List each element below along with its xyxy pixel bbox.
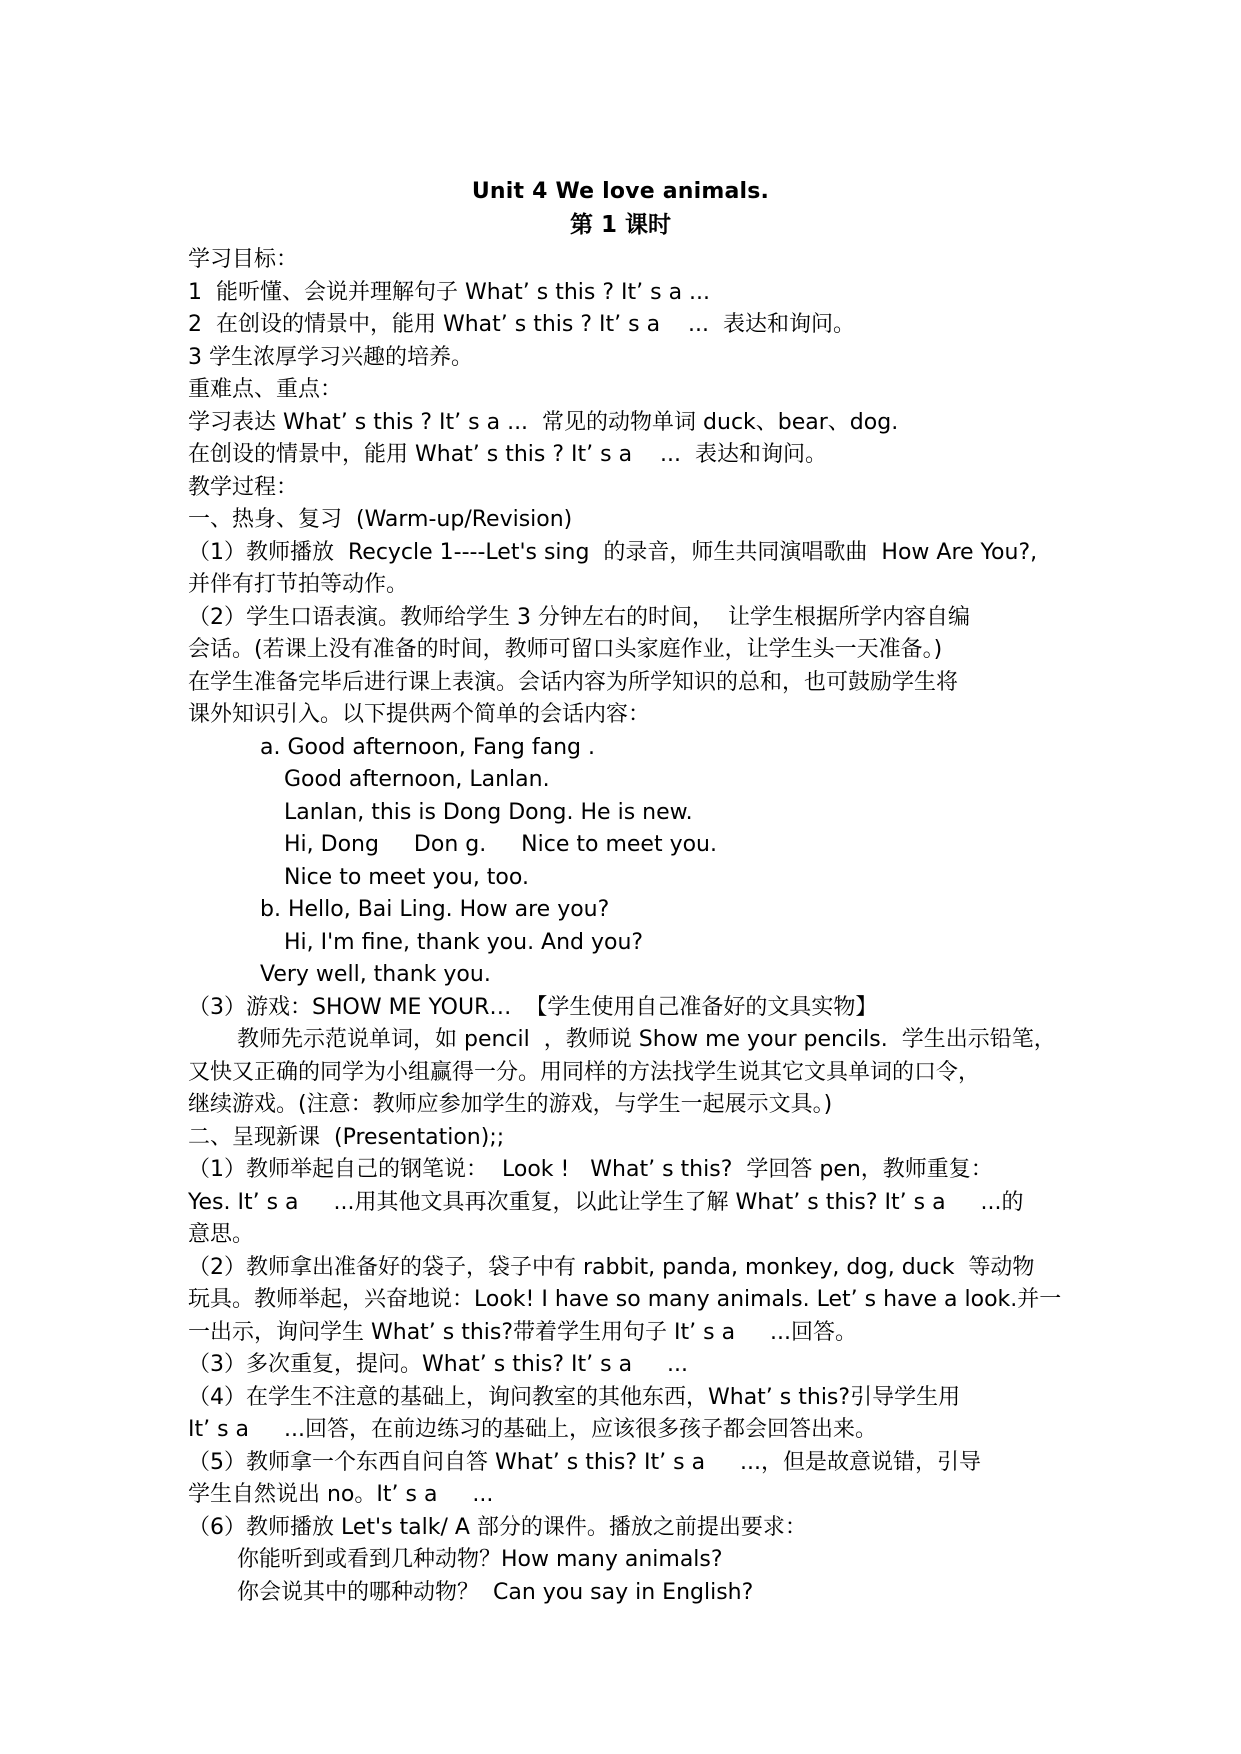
- dialogue-line: Nice to meet you, too.: [284, 864, 529, 890]
- objective-line: 3 学生浓厚学习兴趣的培养。: [188, 344, 473, 370]
- paragraph-line: 又快又正确的同学为小组赢得一分。用同样的方法找学生说其它文具单词的口令，: [188, 1059, 981, 1085]
- paragraph-line: 学生自然说出 no。It’ s a ...: [188, 1482, 494, 1507]
- dialogue-line: Lanlan, this is Dong Dong. He is new.: [284, 799, 693, 825]
- key-point-line: 学习表达 What’ s this ? It’ s a ... 常见的动物单词 duck、bear、dog.: [188, 409, 899, 435]
- paragraph-line: （2）教师拿出准备好的袋子，袋子中有 rabbit, panda, monkey, dog, duck 等动物: [188, 1254, 1035, 1280]
- paragraph-line: 玩具。教师举起，兴奋地说：Look! I have so many animals. Let’ s have a look.并一: [188, 1287, 1062, 1312]
- section-heading: 二、呈现新课 (Presentation);;: [188, 1124, 505, 1150]
- paragraph-line: （6）教师播放 Let's talk/ A 部分的课件。播放之前提出要求：: [188, 1514, 807, 1540]
- paragraph-line: 会话。(若课上没有准备的时间，教师可留口头家庭作业，让学生头一天准备。): [188, 637, 943, 662]
- paragraph-line: 继续游戏。(注意：教师应参加学生的游戏，与学生一起展示文具。): [188, 1092, 833, 1117]
- paragraph-line: （1）教师播放 Recycle 1----Let's sing 的录音，师生共同演唱歌曲 How Are You?,: [188, 539, 1038, 565]
- objective-line: 2 在创设的情景中，能用 What’ s this ? It’ s a ... 表达和询问。: [188, 312, 856, 337]
- document-body: [188, 244, 1063, 1609]
- paragraph-line: Yes. It’ s a ...用其他文具再次重复，以此让学生了解 What’ s this? It’ s a ...的: [188, 1189, 1024, 1215]
- paragraph-line: 一出示，询问学生 What’ s this?带着学生用句子 It’ s a ...回答。: [188, 1319, 858, 1345]
- section-heading: 重难点、重点：: [188, 377, 343, 402]
- paragraph-line: 在学生准备完毕后进行课上表演。会话内容为所学知识的总和，也可鼓励学生将: [188, 669, 959, 695]
- lesson-number: 第 1 课时: [569, 212, 672, 238]
- section-heading: 教学过程：: [188, 474, 299, 500]
- paragraph-line: 你会说其中的哪种动物？ Can you say in English?: [237, 1579, 754, 1605]
- objective-line: 1 能听懂、会说并理解句子 What’ s this ? It’ s a ...: [188, 279, 711, 305]
- dialogue-line: Very well, thank you.: [260, 962, 491, 987]
- document-title: Unit 4 We love animals.: [471, 179, 770, 204]
- dialogue-line: a. Good afternoon, Fang fang .: [260, 734, 595, 760]
- dialogue-line: b. Hello, Bai Ling. How are you?: [260, 897, 610, 922]
- dialogue-line: Hi, I'm fine, thank you. And you?: [284, 929, 644, 955]
- dialogue-line: Good afternoon, Lanlan.: [284, 767, 550, 792]
- paragraph-line: （2）学生口语表演。教师给学生 3 分钟左右的时间， 让学生根据所学内容自编: [188, 604, 970, 630]
- key-point-line: 在创设的情景中，能用 What’ s this ? It’ s a ... 表达和询问。: [188, 442, 828, 467]
- paragraph-line: 课外知识引入。以下提供两个简单的会话内容：: [188, 702, 651, 727]
- paragraph-line: 教师先示范说单词，如 pencil ，教师说 Show me your pencils. 学生出示铅笔，: [237, 1027, 1056, 1052]
- paragraph-line: 并伴有打节拍等动作。: [188, 572, 409, 597]
- paragraph-line: （1）教师举起自己的钢笔说： Look ! What’ s this? 学回答 pen，教师重复：: [188, 1157, 993, 1182]
- paragraph-line: 你能听到或看到几种动物？How many animals?: [237, 1547, 723, 1572]
- paragraph-line: （3）多次重复，提问。What’ s this? It’ s a ...: [188, 1352, 689, 1377]
- dialogue-line: Hi, Dong Don g. Nice to meet you.: [284, 832, 717, 857]
- paragraph-line: 意思。: [188, 1222, 255, 1247]
- section-heading: 学习目标：: [188, 247, 299, 272]
- paragraph-line: （5）教师拿一个东西自问自答 What’ s this? It’ s a ...，但是故意说错，引导: [188, 1449, 982, 1475]
- section-heading: 一、热身、复习 (Warm-up/Revision): [188, 507, 573, 532]
- paragraph-line: （3）游戏：SHOW ME YOUR… 【学生使用自己准备好的文具实物】: [188, 994, 878, 1020]
- paragraph-line: It’ s a ...回答，在前边练习的基础上，应该很多孩子都会回答出来。: [188, 1417, 877, 1442]
- paragraph-line: （4）在学生不注意的基础上，询问教室的其他东西，What’ s this?引导学生用: [188, 1384, 961, 1410]
